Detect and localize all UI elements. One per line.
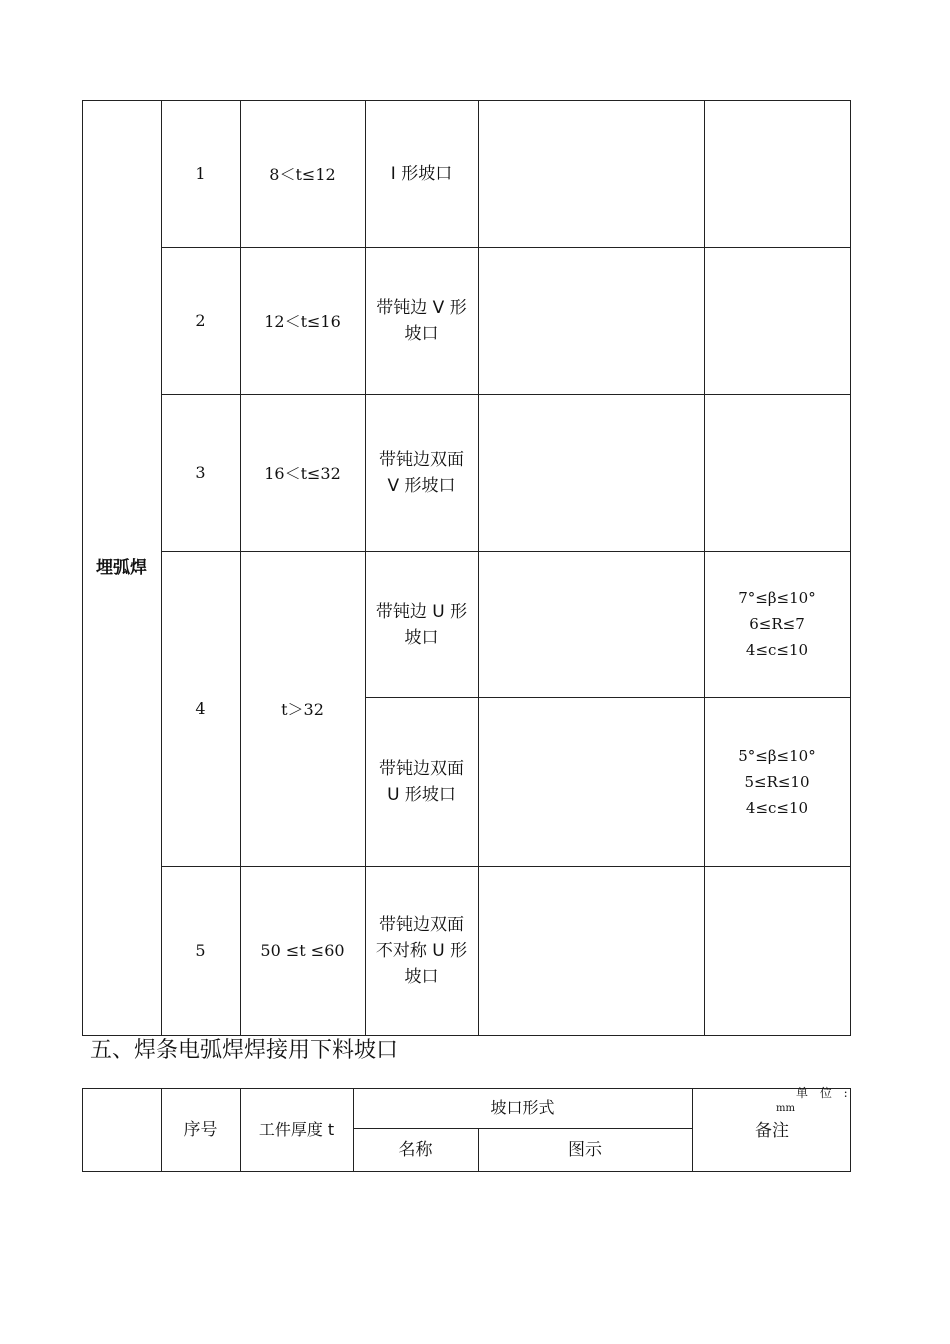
row1-diagram [478,100,704,247]
welding-method-label: 埋弧焊 [96,557,147,578]
row3-thickness: 16＜t≤32 [264,464,341,483]
row2-groove-name: 带钝边 V 形 坡口 [376,297,467,344]
row3-diagram [478,394,704,551]
row1-thickness: 8＜t≤12 [269,165,336,184]
unit-value: mm [776,1103,795,1114]
row4-thickness: t＞32 [281,700,324,719]
section-title: 五、焊条电弧焊焊接用下料坡口 [90,1038,399,1063]
row2-no: 2 [195,311,206,330]
row4b-diagram [478,697,704,866]
header-diagram: 图示 [568,1139,602,1160]
row3-no: 3 [195,463,206,482]
row2-thickness: 12＜t≤16 [264,312,341,331]
header-note: 备注 [755,1121,789,1141]
row5-diagram [478,866,704,1035]
row1-no: 1 [195,164,206,183]
row4a-diagram [478,551,704,697]
method-cell-empty [82,1088,161,1171]
unit-label: 单 位 : [796,1086,852,1100]
row5-groove-name: 带钝边双面 不对称 U 形 坡口 [375,914,468,987]
row5-thickness: 50 ≤t ≤60 [260,941,345,960]
row4b-groove-name: 带钝边双面 U 形坡口 [379,758,464,805]
row2-diagram [478,247,704,394]
header-thickness: 工件厚度 t [258,1119,335,1139]
row1-groove-name: I 形坡口 [390,163,453,184]
row4a-groove-name: 带钝边 U 形 坡口 [375,602,468,648]
header-no: 序号 [183,1119,218,1140]
row4a-note: 7°≤β≤10° 6≤R≤7 4≤c≤10 [738,589,816,659]
header-name: 名称 [398,1139,433,1160]
row5-no: 5 [195,941,206,960]
row4b-note: 5°≤β≤10° 5≤R≤10 4≤c≤10 [738,746,816,817]
header-groove-form: 坡口形式 [490,1098,555,1117]
row4-no: 4 [195,699,206,718]
row3-groove-name: 带钝边双面 V 形坡口 [379,449,464,496]
